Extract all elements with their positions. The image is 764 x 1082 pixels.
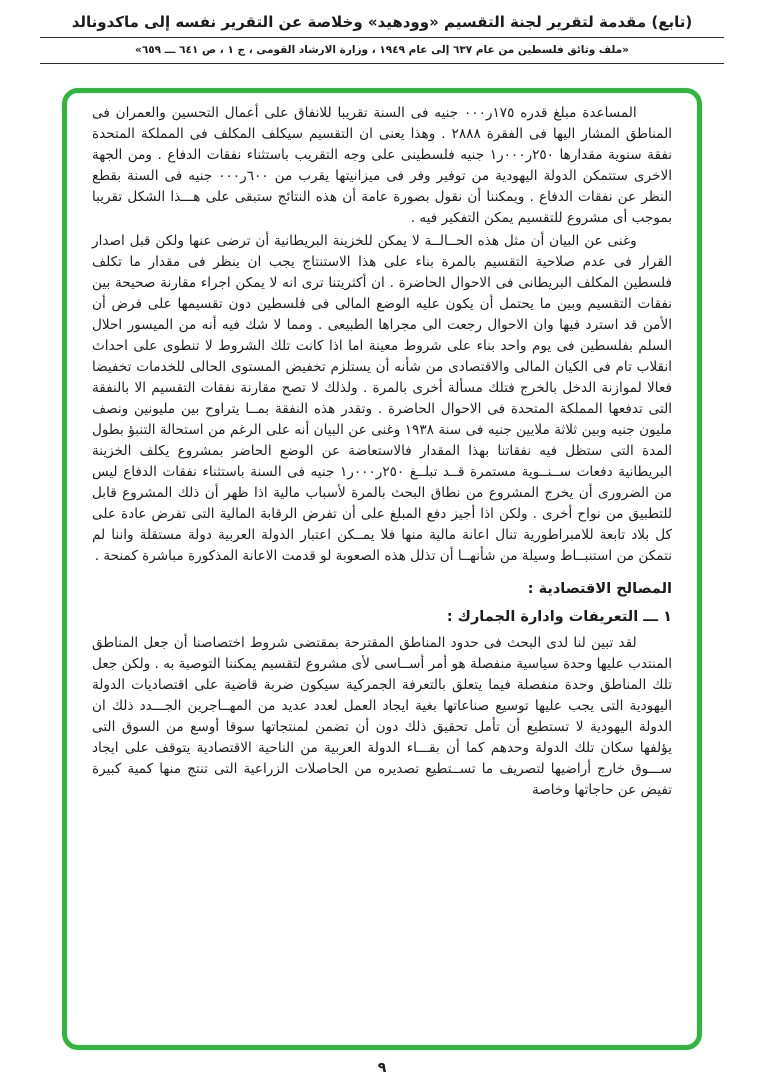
paragraph-financial-aid: المساعدة مبلغ قدره ١٧٥ر٠٠٠ جنيه فى السنة تقريبا للانفاق على أعمال التحسين والعمران فى المناطق المشار اليها فى الفقرة ٢٨٨٨ . وهذا يعنى ان التقسيم سيكلف المكلف فى المملكة المتحدة نفقة سنوية مقدارها ٢٥٠ر٠٠٠ر١ جنيه فلسطينى على وجه التقريب باستثناء نفقات الدفاع . ومن الجهة الاخرى ستتمكن الدولة اليهودية من توفير وفر فى ميزانيتها يقرب من ٦٠٠ر٠٠٠ جنيه فى السنة بقطع النظر عن نفقات الدفاع . ويمكننا أن نقول بصورة عامة أن هذه النتائج ستبقى على هـــذا الشكل تقريبا بموجب أى مشروع للتقسيم يمكن التفكير فيه . bbox=[92, 105, 672, 226]
document-source-citation: «ملف وثائق فلسطين من عام ٦٣٧ إلى عام ١٩٤٩ ، وزارة الارشاد القومى ، ج ١ ، ص ٦٤١ ـــ ٦٥٩» bbox=[135, 44, 629, 56]
header-divider-bottom bbox=[40, 63, 724, 64]
document-header bbox=[34, 12, 730, 64]
subsection-heading-tariffs-customs: ١ ـــ التعريفات وادارة الجمارك : bbox=[446, 609, 672, 625]
page-number: ٩ bbox=[377, 1060, 387, 1076]
document-title: (تابع) مقدمة لتقرير لجنة التقسيم «وودهيد» وخلاصة عن التقرير نفسه إلى ماكدونالد bbox=[71, 13, 693, 31]
green-highlight-frame bbox=[62, 88, 702, 1050]
paragraph-customs-discussion: لقد تبين لنا لدى البحث فى حدود المناطق المقترحة بمقتضى شروط اختصاصنا أن جعل المناطق المنتدب عليها وحدة سياسية منفصلة هو أمر أســاسى لأى مشروع لتقسيم يمكننا التوصية به . ولكن جعل تلك المناطق وحدة منفصلة فيما يتعلق بالتعرفة الجمركية سيكون ضربة قاضية على اقتصاديات الدولة اليهودية التى يجب عليها توسيع صناعاتها بغية ايجاد العمل لعدد عديد من المهــاجرين الجـــدد ذلك ان الدولة اليهودية لا تستطيع أن تأمل تحقيق ذلك دون أن تضمن لمنتجاتها سوقا أوسع من السوق التى يؤلفها سكان تلك الدولة وحدهم كما أن بقـــاء الدولة العربية من الناحية الاقتصادية يتوقف على ايجاد ســـوق خارج أراضيها لتصريف ما تســتطيع تصديره من الحاصلات الزراعية التى تنتج منها كمية كبيرة تفيض عن حاجاتها وخاصة bbox=[92, 635, 672, 798]
paragraph-treasury-comparison: وغنى عن البيان أن مثل هذه الحــالــة لا يمكن للخزينة البريطانية أن ترضى عنها ولكن قبل اصدار القرار فى عدم صلاحية التقسيم بالمرة بناء على هذا الاستنتاج يجب ان ينظر فى مقدار ما تكلف فلسطين المكلف البريطانى فى الاحوال الحاضرة . ان أكثريتنا ترى انه لا يمكن اجراء مقارنة صحيحة بين نفقات التقسيم وبين ما يحتمل أن يكون عليه الوضع المالى فى فلسطين دون تقسيمها على فرض أن الأمن قد استرد فيها وان الاحوال رجعت الى مجراها الطبيعى . ومما لا شك فيه أنه من الميسور احلال السلم بفلسطين فى يوم واحد بناء على شروط معينة اما اذا كانت تلك الشروط لا تنطوى على احداث انقلاب تام فى الكيان المالى والاقتصادى من شأنه أن يستلزم تخفيض المستوى الحالى للخدمات تخفيضا فعالا لموازنة الدخل بالخرج فتلك مسألة أخرى بالمرة . ولذلك لا تصح مقارنة نفقات التقسيم الا بالنفقة التى تدفعها المملكة المتحدة فى الاحوال الحاضرة . وتقدر هذه النفقة بمــا يتراوح بين مليونين ونصف مليون جنيه وبين ثلاثة ملايين جنيه فى سنة ١٩٣٨ وغنى عن البيان أنه على الرغم من استحالة التنبؤ بطول المدة التى ستظل فيه نفقاتنا بهذا المقدار فالاستعاضة عن الوضع الحاضر بمشروع يكلف الخزينة البريطانية دفعات ســنــوية مستمرة قــد تبلــغ ٢٥٠ر٠٠٠ر١ جنيه فى السنة باستثناء نفقات الدفاع ليس من الضرورى أن يخرج المشروع من نطاق البحث بالمرة لأسباب مالية اذا ظهر أن ذلك المشروع قابل للتطبيق من نواح أخرى . ولكن اذا أجيز دفع المبلغ على أن تفرض الرقابة المالية التى تفرض عادة على كل بلاد تابعة للامبراطورية تنال اعانة مالية منها فلا يمــكن اعتبار الدولة العربية دولة مستقلة واننا لم نتمكن من استنبــاط وسيلة من شأنهــا أن تذلل هذه الصعوبة لو قدمت الاعانة المذكورة مباشرة كمنحة . bbox=[92, 233, 673, 564]
header-divider-top bbox=[40, 37, 724, 38]
section-heading-economic-interests: المصالح الاقتصادية : bbox=[527, 581, 672, 597]
